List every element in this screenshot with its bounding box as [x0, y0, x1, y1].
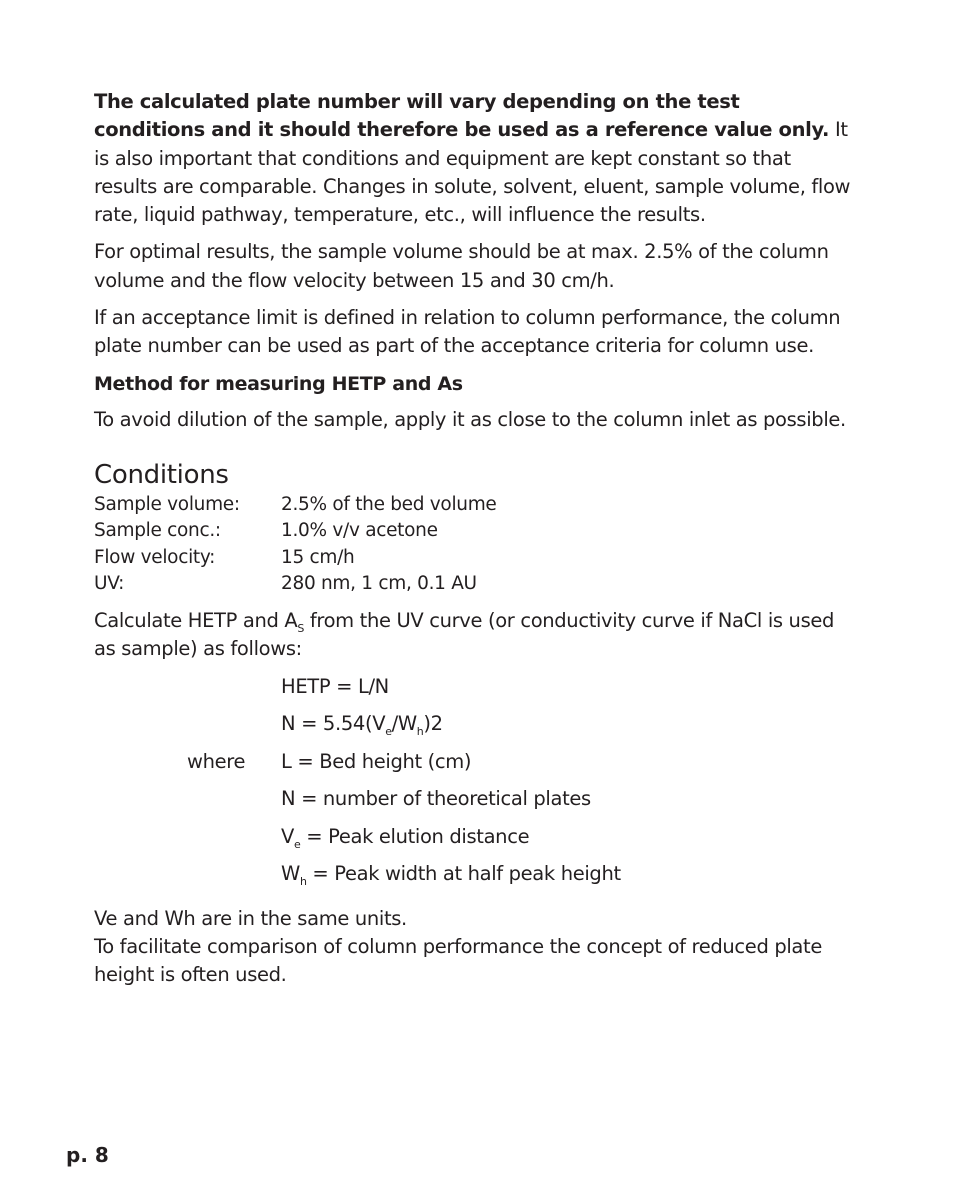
equation-row [94, 860, 854, 898]
equation-row [94, 748, 854, 786]
condition-row [94, 492, 854, 519]
intro-bold-text: The calculated plate number will vary depending on the test conditions and it should therefore be used as a reference value only. [94, 90, 830, 142]
calculate-paragraph [94, 607, 854, 664]
optimal-results-paragraph: For optimal results, the sample volume should be at max. 2.5% of the column volume and the flow velocity between 15 and 30 cm/h. [94, 240, 829, 292]
conditions-heading: Conditions [94, 459, 229, 490]
equation-row [94, 823, 854, 861]
condition-row [94, 518, 854, 545]
l-definition: L = Bed height (cm) [281, 749, 472, 773]
intro-rest-text: It is also important that conditions and equipment are kept constant so that results are comparable. Changes in solute, solvent, eluent, sample volume, flow rate, liquid pathway, temperature, etc., will influence the results. [94, 118, 851, 227]
condition-label: UV: [94, 573, 125, 595]
condition-value: 15 cm/h [281, 546, 355, 568]
equation-block [94, 673, 854, 898]
calculate-subscript: S [297, 621, 304, 635]
equation-row [94, 673, 854, 711]
equation-row [94, 785, 854, 823]
condition-label: Sample volume: [94, 493, 240, 515]
condition-value: 2.5% of the bed volume [281, 493, 497, 515]
calculate-prefix: Calculate HETP and A [94, 608, 298, 632]
condition-label: Sample conc.: [94, 520, 221, 542]
acceptance-paragraph: If an acceptance limit is defined in relation to column performance, the column plate number can be used as part of the acceptance criteria for column use. [94, 306, 841, 358]
method-heading: Method for measuring HETP and As [94, 372, 463, 395]
dilution-paragraph: To avoid dilution of the sample, apply it as close to the column inlet as possible. [94, 407, 846, 431]
n-definition: N = number of theoretical plates [281, 787, 591, 811]
calculate-suffix: from the UV curve (or conductivity curve if NaCl is used as sample) as follows: [94, 608, 835, 661]
wh-definition: $W_h$ = Peak width at half peak height [281, 862, 621, 888]
condition-label: Flow velocity: [94, 546, 216, 568]
reduced-plate-height-note: To facilitate comparison of column performance the concept of reduced plate height is often used. [94, 934, 822, 987]
conditions-table [94, 492, 854, 598]
page-content [94, 88, 854, 989]
intro-paragraph [94, 88, 854, 229]
n-equation: $N = 5.54(V_e/W_h)2$ [281, 712, 443, 738]
condition-row [94, 571, 854, 598]
hetp-equation: HETP = L/N [281, 674, 389, 698]
where-label: where [187, 749, 246, 773]
page-number: p. 8 [66, 1143, 109, 1167]
equation-row [94, 710, 854, 748]
ve-definition: $V_e$ = Peak elution distance [281, 824, 530, 851]
condition-value: 280 nm, 1 cm, 0.1 AU [281, 573, 477, 595]
condition-row [94, 545, 854, 572]
units-note: Ve and Wh are in the same units. [94, 906, 407, 930]
condition-value: 1.0% v/v acetone [281, 520, 438, 542]
